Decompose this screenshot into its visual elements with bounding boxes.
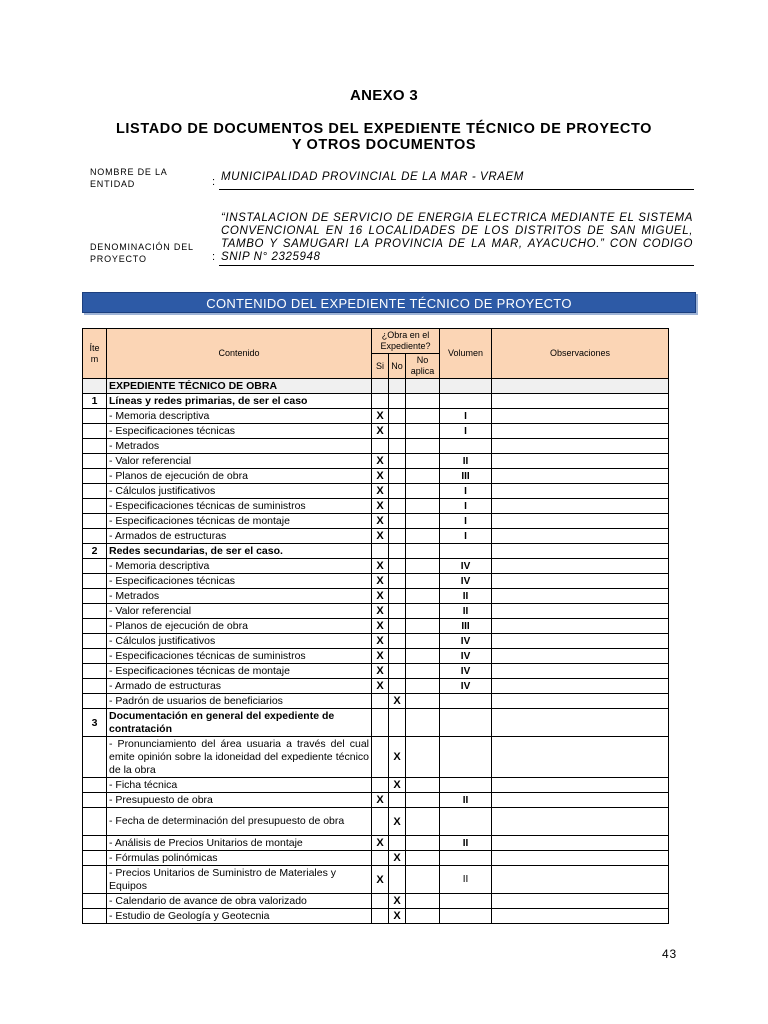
table-row <box>83 778 669 793</box>
table-row <box>83 649 669 664</box>
row-no-aplica-mark <box>406 589 440 604</box>
row-volume: I <box>440 409 492 424</box>
row-volume: IV <box>440 679 492 694</box>
row-no-aplica-mark <box>406 454 440 469</box>
table-row <box>83 836 669 851</box>
row-content: - Cálculos justificativos <box>107 634 372 649</box>
row-observations <box>492 619 669 634</box>
row-si-mark: X <box>372 836 389 851</box>
row-si-mark <box>372 894 389 909</box>
row-observations <box>492 484 669 499</box>
row-no-mark <box>389 634 406 649</box>
row-si-mark: X <box>372 679 389 694</box>
row-item-number <box>83 499 107 514</box>
row-item-number <box>83 514 107 529</box>
row-item-number <box>83 664 107 679</box>
table-row <box>83 866 669 894</box>
row-observations <box>492 514 669 529</box>
row-content: - Memoria descriptiva <box>107 559 372 574</box>
row-si-mark: X <box>372 499 389 514</box>
row-content: - Metrados <box>107 439 372 454</box>
row-volume: IV <box>440 559 492 574</box>
row-no-mark: X <box>389 808 406 836</box>
table-row <box>83 499 669 514</box>
row-no-mark <box>389 664 406 679</box>
header-no: No <box>389 354 406 379</box>
row-item-number <box>83 529 107 544</box>
row-si-mark: X <box>372 514 389 529</box>
documents-table <box>82 328 669 924</box>
row-volume: II <box>440 589 492 604</box>
row-volume: IV <box>440 574 492 589</box>
row-content: - Metrados <box>107 589 372 604</box>
row-si-mark: X <box>372 454 389 469</box>
row-no-aplica-mark <box>406 514 440 529</box>
row-observations <box>492 439 669 454</box>
row-no-aplica-mark <box>406 574 440 589</box>
row-item-number <box>83 454 107 469</box>
table-row <box>83 894 669 909</box>
row-content: - Memoria descriptiva <box>107 409 372 424</box>
row-observations <box>492 499 669 514</box>
row-no-aplica-mark <box>406 778 440 793</box>
row-volume: I <box>440 424 492 439</box>
table-row <box>83 851 669 866</box>
row-no-aplica-mark <box>406 793 440 808</box>
row-item-number <box>83 836 107 851</box>
row-item-number: 1 <box>83 394 107 409</box>
row-observations <box>492 694 669 709</box>
row-si-mark: X <box>372 484 389 499</box>
row-item-number <box>83 589 107 604</box>
table-row <box>83 634 669 649</box>
row-no-mark <box>389 424 406 439</box>
row-item-number <box>83 649 107 664</box>
row-no-mark <box>389 529 406 544</box>
row-no-mark <box>389 649 406 664</box>
row-no-mark <box>389 484 406 499</box>
row-si-mark <box>372 778 389 793</box>
row-content: - Especificaciones técnicas de suministros <box>107 499 372 514</box>
row-content: - Planos de ejecución de obra <box>107 619 372 634</box>
row-no-aplica-mark <box>406 851 440 866</box>
row-no-mark <box>389 574 406 589</box>
row-no-aplica-mark <box>406 709 440 737</box>
row-no-aplica-mark <box>406 737 440 778</box>
row-observations <box>492 424 669 439</box>
row-volume: IV <box>440 664 492 679</box>
row-no-aplica-mark <box>406 649 440 664</box>
table-row <box>83 709 669 737</box>
row-no-mark <box>389 793 406 808</box>
row-no-mark: X <box>389 909 406 924</box>
row-no-mark <box>389 559 406 574</box>
table-row <box>83 694 669 709</box>
row-item-number <box>83 424 107 439</box>
row-si-mark <box>372 808 389 836</box>
row-observations <box>492 469 669 484</box>
row-si-mark <box>372 394 389 409</box>
row-no-aplica-mark <box>406 469 440 484</box>
row-observations <box>492 709 669 737</box>
document-title <box>60 121 708 153</box>
row-no-mark <box>389 394 406 409</box>
row-item-number <box>83 409 107 424</box>
row-volume: II <box>440 454 492 469</box>
row-item-number <box>83 559 107 574</box>
row-no-mark <box>389 439 406 454</box>
header-contenido: Contenido <box>107 329 372 379</box>
table-row <box>83 394 669 409</box>
header-observaciones: Observaciones <box>492 329 669 379</box>
row-content: Documentación en general del expediente de contratación <box>107 709 372 737</box>
row-content: - Calendario de avance de obra valorizado <box>107 894 372 909</box>
row-observations <box>492 778 669 793</box>
row-content: - Especificaciones técnicas <box>107 424 372 439</box>
row-content: - Armado de estructuras <box>107 679 372 694</box>
row-observations <box>492 679 669 694</box>
document-title-line-2: Y OTROS DOCUMENTOS <box>291 137 477 153</box>
row-volume <box>440 851 492 866</box>
row-observations <box>492 808 669 836</box>
header-item: Íte m <box>83 329 107 379</box>
row-item-number: 2 <box>83 544 107 559</box>
row-item-number <box>83 469 107 484</box>
row-no-aplica-mark <box>406 439 440 454</box>
row-item-number: 3 <box>83 709 107 737</box>
row-no-mark <box>389 836 406 851</box>
row-si-mark <box>372 851 389 866</box>
row-no-mark <box>389 589 406 604</box>
row-volume: II <box>440 604 492 619</box>
entity-value: MUNICIPALIDAD PROVINCIAL DE LA MAR - VRAEM <box>221 171 524 183</box>
row-volume <box>440 737 492 778</box>
row-observations <box>492 737 669 778</box>
row-item-number <box>83 793 107 808</box>
row-no-mark <box>389 709 406 737</box>
row-no-mark: X <box>389 694 406 709</box>
row-item-number <box>83 679 107 694</box>
row-no-aplica-mark <box>406 394 440 409</box>
row-no-aplica-mark <box>406 559 440 574</box>
row-item-number <box>83 634 107 649</box>
row-item-number <box>83 894 107 909</box>
row-volume: I <box>440 499 492 514</box>
row-si-mark <box>372 909 389 924</box>
row-observations <box>492 394 669 409</box>
row-no-aplica-mark <box>406 679 440 694</box>
row-volume: II <box>440 836 492 851</box>
row-volume: IV <box>440 649 492 664</box>
row-item-number <box>83 909 107 924</box>
row-item-number <box>83 619 107 634</box>
table-row <box>83 589 669 604</box>
table-row <box>83 544 669 559</box>
row-volume <box>440 894 492 909</box>
page-number: 43 <box>662 947 677 961</box>
row-item-number <box>83 737 107 778</box>
row-content: - Cálculos justificativos <box>107 484 372 499</box>
row-no-aplica-mark <box>406 379 440 394</box>
table-row <box>83 679 669 694</box>
table-row <box>83 574 669 589</box>
row-no-aplica-mark <box>406 409 440 424</box>
row-observations <box>492 894 669 909</box>
row-content: - Fórmulas polinómicas <box>107 851 372 866</box>
header-no-aplica: No aplica <box>406 354 440 379</box>
row-no-aplica-mark <box>406 619 440 634</box>
row-item-number <box>83 604 107 619</box>
row-no-mark <box>389 604 406 619</box>
row-si-mark: X <box>372 664 389 679</box>
row-no-aplica-mark <box>406 529 440 544</box>
header-si: Si <box>372 354 389 379</box>
row-volume <box>440 439 492 454</box>
row-no-aplica-mark <box>406 866 440 894</box>
row-no-mark: X <box>389 737 406 778</box>
row-observations <box>492 649 669 664</box>
row-item-number <box>83 778 107 793</box>
row-volume <box>440 694 492 709</box>
row-observations <box>492 559 669 574</box>
row-si-mark <box>372 544 389 559</box>
row-observations <box>492 409 669 424</box>
entity-colon: : <box>212 176 216 188</box>
row-volume: IV <box>440 634 492 649</box>
row-content: Líneas y redes primarias, de ser el caso <box>107 394 372 409</box>
row-volume <box>440 808 492 836</box>
table-row <box>83 424 669 439</box>
row-observations <box>492 589 669 604</box>
row-volume: I <box>440 484 492 499</box>
row-observations <box>492 574 669 589</box>
table-row <box>83 379 669 394</box>
row-si-mark: X <box>372 409 389 424</box>
row-no-aplica-mark <box>406 836 440 851</box>
project-colon: : <box>212 251 216 263</box>
entity-label: NOMBRE DE LA ENTIDAD <box>90 167 168 189</box>
row-si-mark: X <box>372 529 389 544</box>
row-si-mark: X <box>372 589 389 604</box>
row-no-aplica-mark <box>406 808 440 836</box>
row-content: - Análisis de Precios Unitarios de montaje <box>107 836 372 851</box>
project-label: DENOMINACIÓN DEL PROYECTO <box>90 242 194 264</box>
annex-title: ANEXO 3 <box>350 87 418 104</box>
row-no-mark <box>389 679 406 694</box>
row-observations <box>492 793 669 808</box>
header-volumen: Volumen <box>440 329 492 379</box>
table-row <box>83 469 669 484</box>
row-no-aplica-mark <box>406 694 440 709</box>
table-row <box>83 409 669 424</box>
row-observations <box>492 529 669 544</box>
row-content: - Precios Unitarios de Suministro de Materiales y Equipos <box>107 866 372 894</box>
row-content: - Estudio de Geología y Geotecnia <box>107 909 372 924</box>
row-no-aplica-mark <box>406 604 440 619</box>
row-no-mark <box>389 469 406 484</box>
row-no-aplica-mark <box>406 909 440 924</box>
row-si-mark <box>372 694 389 709</box>
row-volume: I <box>440 529 492 544</box>
row-content: - Valor referencial <box>107 604 372 619</box>
row-content: - Especificaciones técnicas de montaje <box>107 514 372 529</box>
row-si-mark: X <box>372 424 389 439</box>
row-item-number <box>83 694 107 709</box>
row-si-mark: X <box>372 559 389 574</box>
row-content: - Padrón de usuarios de beneficiarios <box>107 694 372 709</box>
row-observations <box>492 379 669 394</box>
row-si-mark: X <box>372 793 389 808</box>
table-body <box>83 379 669 924</box>
table-row <box>83 484 669 499</box>
project-underline <box>219 265 694 266</box>
row-item-number <box>83 851 107 866</box>
row-item-number <box>83 574 107 589</box>
table-row <box>83 737 669 778</box>
row-si-mark: X <box>372 574 389 589</box>
table-row <box>83 793 669 808</box>
table-row <box>83 454 669 469</box>
row-item-number <box>83 439 107 454</box>
document-title-line-1: LISTADO DE DOCUMENTOS DEL EXPEDIENTE TÉCNICO DE PROYECTO <box>115 121 653 137</box>
row-volume: II <box>440 793 492 808</box>
row-volume <box>440 909 492 924</box>
row-observations <box>492 664 669 679</box>
row-observations <box>492 836 669 851</box>
row-si-mark <box>372 379 389 394</box>
row-no-mark: X <box>389 778 406 793</box>
table-row <box>83 559 669 574</box>
row-no-mark <box>389 514 406 529</box>
row-volume <box>440 379 492 394</box>
row-si-mark <box>372 439 389 454</box>
row-content: - Valor referencial <box>107 454 372 469</box>
row-volume <box>440 394 492 409</box>
row-volume <box>440 709 492 737</box>
row-content: - Presupuesto de obra <box>107 793 372 808</box>
row-content: EXPEDIENTE TÉCNICO DE OBRA <box>107 379 372 394</box>
row-content: - Fecha de determinación del presupuesto de obra <box>107 808 372 836</box>
row-si-mark: X <box>372 619 389 634</box>
row-volume: I <box>440 514 492 529</box>
row-volume: III <box>440 619 492 634</box>
row-no-aplica-mark <box>406 894 440 909</box>
row-no-aplica-mark <box>406 544 440 559</box>
row-no-mark <box>389 379 406 394</box>
row-volume <box>440 544 492 559</box>
row-no-aplica-mark <box>406 484 440 499</box>
project-value: “INSTALACION DE SERVICIO DE ENERGIA ELECTRICA MEDIANTE EL SISTEMA CONVENCIONAL EN 16 LOCALIDADES DE LOS DISTRITOS DE SAN MIGUEL, TAMBO Y SAMUGARI LA PROVINCIA DE LA MAR, AYACUCHO.” CON CODIGO SNIP N° 2325948 <box>221 212 693 263</box>
row-observations <box>492 454 669 469</box>
row-no-mark <box>389 544 406 559</box>
row-no-aplica-mark <box>406 499 440 514</box>
row-volume <box>440 778 492 793</box>
row-no-mark: X <box>389 894 406 909</box>
row-content: - Especificaciones técnicas de suministros <box>107 649 372 664</box>
table-row <box>83 909 669 924</box>
row-observations <box>492 604 669 619</box>
row-no-mark <box>389 409 406 424</box>
row-volume: II <box>440 866 492 894</box>
row-item-number <box>83 484 107 499</box>
row-content: - Planos de ejecución de obra <box>107 469 372 484</box>
row-no-mark <box>389 866 406 894</box>
row-observations <box>492 866 669 894</box>
row-observations <box>492 851 669 866</box>
table-row <box>83 619 669 634</box>
header-obra-group: ¿Obra en el Expediente? <box>372 329 440 354</box>
row-no-mark <box>389 499 406 514</box>
table-row <box>83 529 669 544</box>
table-row <box>83 514 669 529</box>
table-row <box>83 664 669 679</box>
row-si-mark <box>372 709 389 737</box>
row-observations <box>492 634 669 649</box>
row-no-mark <box>389 454 406 469</box>
row-observations <box>492 544 669 559</box>
row-volume: III <box>440 469 492 484</box>
row-si-mark: X <box>372 649 389 664</box>
row-si-mark: X <box>372 469 389 484</box>
section-band: CONTENIDO DEL EXPEDIENTE TÉCNICO DE PROYECTO <box>82 292 696 313</box>
row-no-aplica-mark <box>406 424 440 439</box>
row-si-mark: X <box>372 634 389 649</box>
row-no-aplica-mark <box>406 664 440 679</box>
row-content: - Armados de estructuras <box>107 529 372 544</box>
table-row <box>83 439 669 454</box>
row-observations <box>492 909 669 924</box>
row-si-mark: X <box>372 866 389 894</box>
row-no-aplica-mark <box>406 634 440 649</box>
row-no-mark <box>389 619 406 634</box>
row-content: Redes secundarias, de ser el caso. <box>107 544 372 559</box>
table-row <box>83 808 669 836</box>
row-item-number <box>83 379 107 394</box>
entity-underline <box>219 189 694 190</box>
row-content: - Especificaciones técnicas de montaje <box>107 664 372 679</box>
row-item-number <box>83 808 107 836</box>
row-si-mark: X <box>372 604 389 619</box>
row-content: - Ficha técnica <box>107 778 372 793</box>
row-content: - Especificaciones técnicas <box>107 574 372 589</box>
row-no-mark: X <box>389 851 406 866</box>
table-row <box>83 604 669 619</box>
row-si-mark <box>372 737 389 778</box>
row-content: - Pronunciamiento del área usuaria a través del cual emite opinión sobre la idoneidad del expediente técnico de la obra <box>107 737 372 778</box>
row-item-number <box>83 866 107 894</box>
